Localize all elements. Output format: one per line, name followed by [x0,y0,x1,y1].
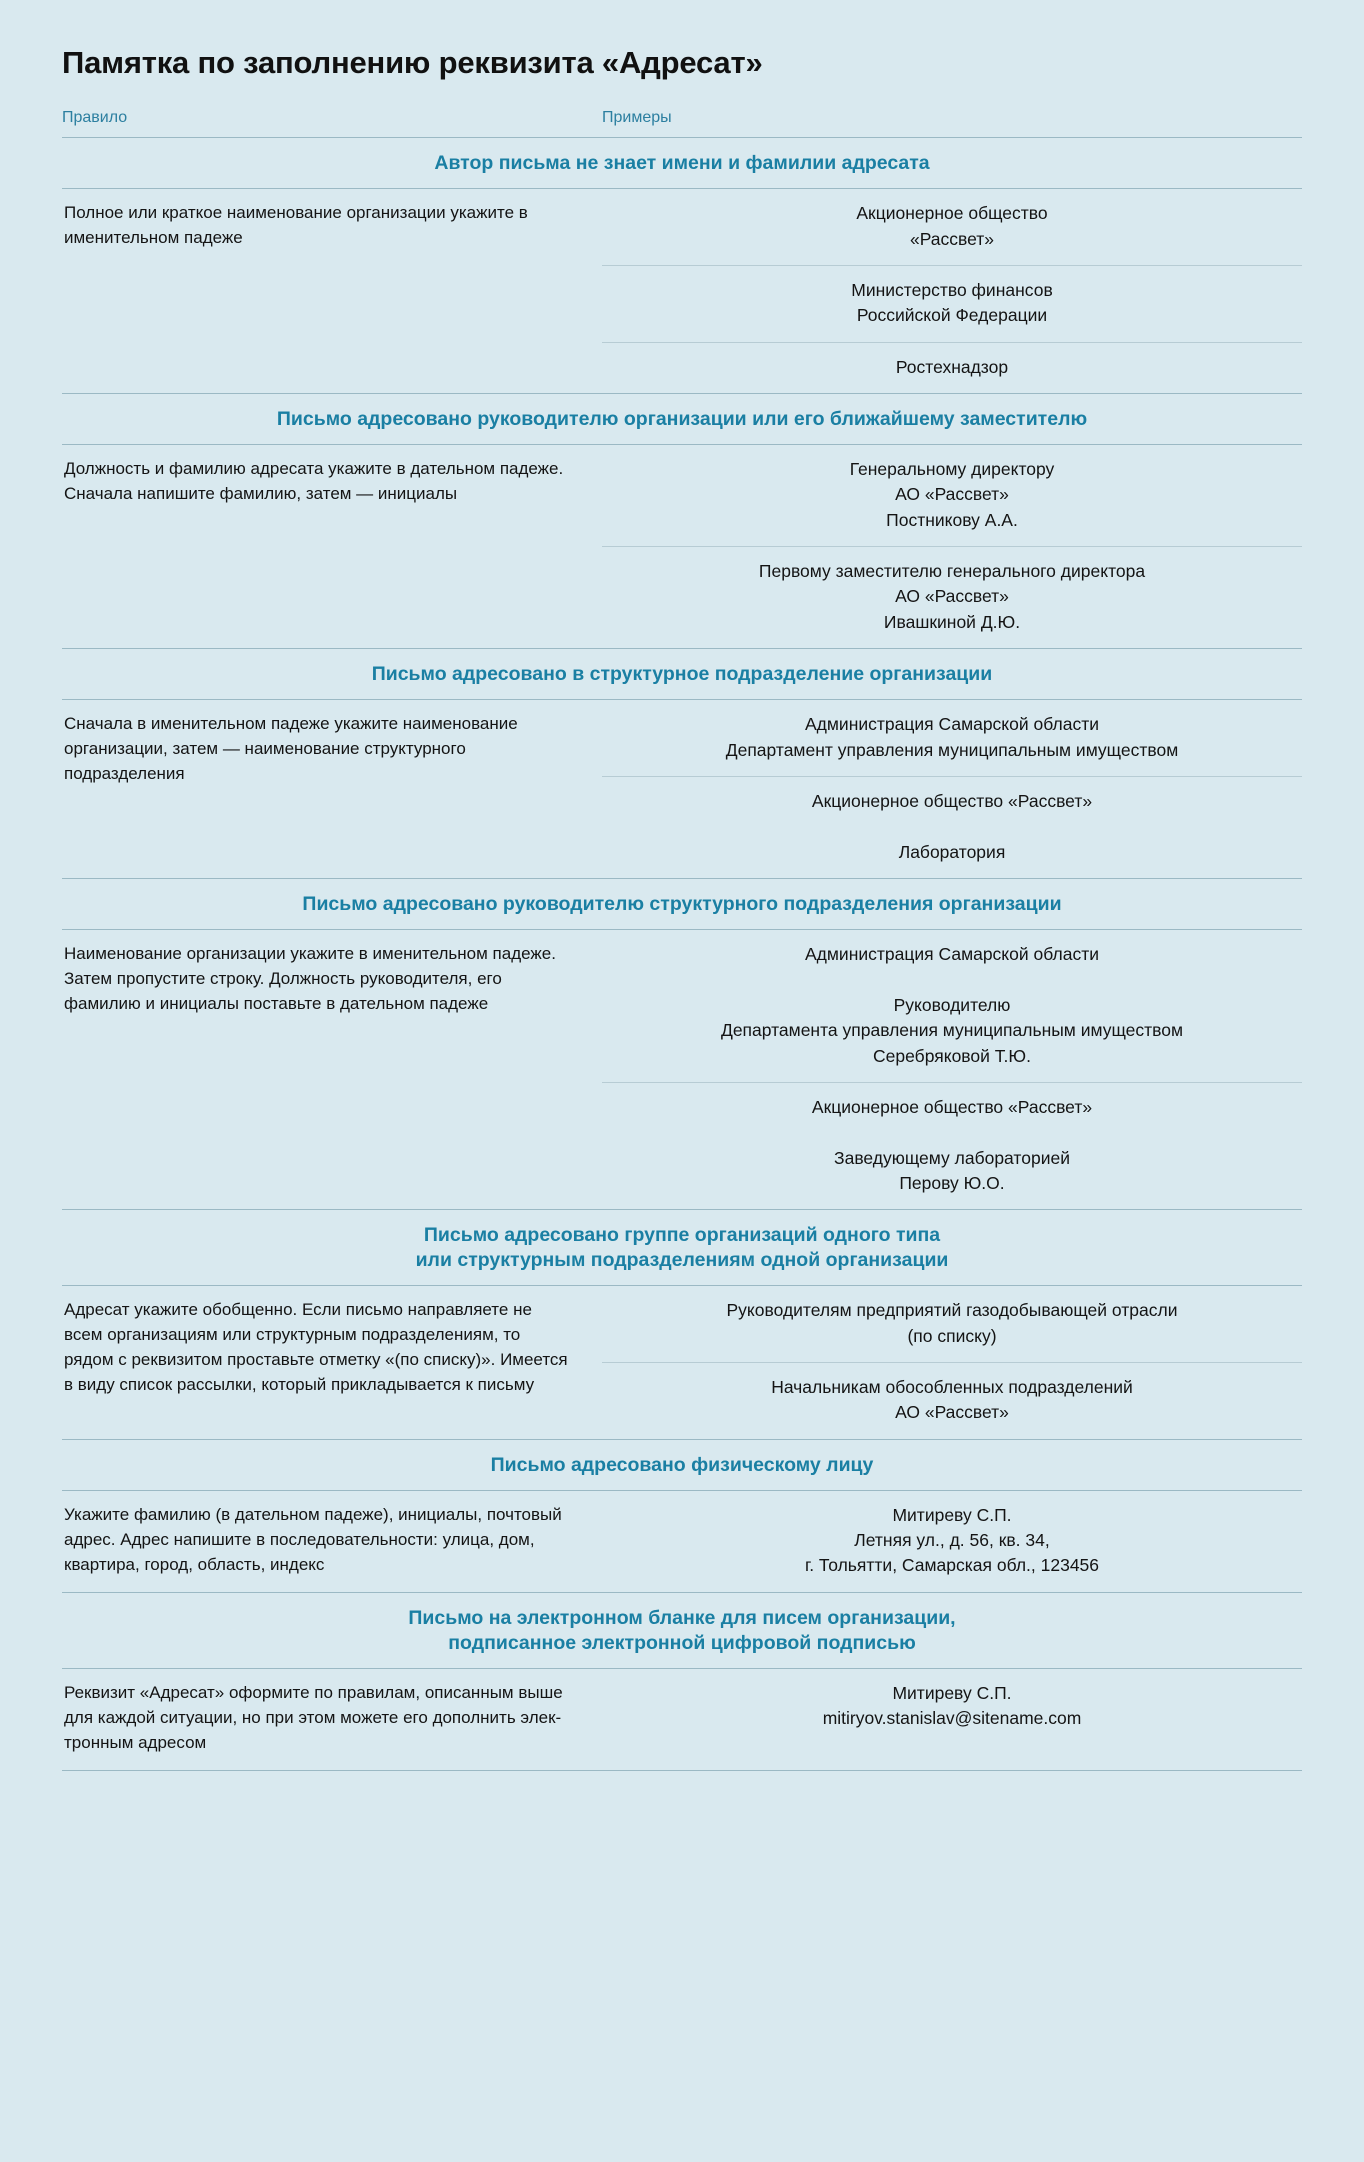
section-heading-line: или структурным подразделениям одной организации [415,1249,949,1272]
example-line: Министерство финансов [851,279,1053,300]
example-line: г. Тольятти, Самарская обл., 123456 [804,1555,1100,1576]
section-heading-line: Автор письма не знает имени и фамилии адресата [434,152,930,175]
table-row [62,1286,1302,1439]
rule-section [62,1209,1302,1438]
example-block [602,546,1302,648]
rule-text: Наименование организации укажите в именительном падеже. Затем пропустите строку. Должность руководителя, его фамилию и инициалы поставьте в дательном падеже [64,944,556,1013]
example-block [602,1362,1302,1439]
example-block [602,445,1302,546]
example-line: (по списку) [907,1325,997,1346]
example-line: Департамент управления муниципальным имуществом [725,739,1179,760]
example-line: Ростехнадзор [895,356,1009,377]
column-header-rule: Правило [62,109,128,127]
example-line: Акционерное общество «Рассвет» [811,1096,1093,1117]
example-line: Ивашкиной Д.Ю. [883,611,1021,632]
example-line: Руководителю [893,994,1011,1015]
example-block [602,342,1302,393]
section-heading [62,394,1302,444]
column-headers [62,109,1302,137]
examples-cell [602,1491,1302,1592]
rule-section [62,1592,1302,1770]
table-row [62,189,1302,393]
example-line: АО «Рассвет» [895,1402,1009,1423]
section-body [62,444,1302,648]
example-line: Первому заместителю генерального директора [758,561,1146,582]
section-heading [62,879,1302,929]
example-block [602,1491,1302,1592]
example-line: Постникову А.А. [886,509,1018,530]
page-title: Памятка по заполнению реквизита «Адресат» [62,45,763,80]
table-row [62,930,1302,1209]
rule-section [62,648,1302,878]
example-block [602,1669,1302,1745]
section-heading [62,649,1302,699]
rule-text: Адресат укажите обобщенно. Если письмо направляете не всем организациям или структурным подразделениям, то рядом с реквизитом проставьте отметку «(по списку)». Имеется в виду список рассылки, который прикладывается к письму [64,1300,568,1395]
section-heading-line: Письмо адресовано руководителю структурного подразделения организации [302,893,1062,916]
example-line [608,814,1296,839]
table-row [62,445,1302,648]
example-line [608,1120,1296,1145]
sections-container [62,137,1302,1770]
example-block [602,1082,1302,1210]
example-line: Руководителям предприятий газодобывающей отрасли [726,1300,1178,1321]
examples-cell [602,189,1302,393]
rule-section [62,137,1302,393]
example-block [602,776,1302,878]
examples-cell [602,930,1302,1209]
section-heading-line: Письмо адресовано руководителю организации или его ближайшему заместителю [276,408,1088,431]
section-body [62,1668,1302,1770]
rule-section [62,393,1302,648]
example-line: АО «Рассвет» [895,586,1009,607]
section-heading [62,138,1302,188]
example-line: mitiryov.stanislav@sitename.com [822,1708,1082,1729]
example-line: Лаборатория [898,841,1006,862]
example-line: Администрация Самарской области [805,714,1099,735]
rule-section [62,1439,1302,1592]
example-line: Летняя ул., д. 56, кв. 34, [854,1530,1050,1551]
section-heading [62,1440,1302,1490]
section-body [62,188,1302,393]
section-heading-line: Письмо адресовано группе организаций одного типа [423,1224,941,1247]
section-body [62,1285,1302,1439]
example-block [602,1286,1302,1362]
rule-section [62,878,1302,1209]
table-row [62,1669,1302,1770]
example-line: Администрация Самарской области [805,944,1099,964]
section-body [62,1490,1302,1592]
section-heading [62,1210,1302,1285]
example-line: Митиреву С.П. [892,1682,1012,1703]
example-line: Серебряковой Т.Ю. [873,1045,1031,1066]
column-header-examples: Примеры [602,109,672,127]
section-body [62,929,1302,1209]
example-line: АО «Рассвет» [895,484,1009,505]
example-line: «Рассвет» [909,228,995,249]
example-block [602,700,1302,776]
section-heading-line: Письмо на электронном бланке для писем организации, [408,1606,956,1629]
table-row [62,700,1302,878]
example-block [602,189,1302,265]
examples-cell [602,700,1302,878]
example-line: Российской Федерации [856,305,1048,326]
table-row [62,1491,1302,1592]
example-line: Генеральному директору [849,458,1055,479]
section-heading [62,1593,1302,1668]
examples-cell [602,445,1302,648]
example-line: Акционерное общество [856,203,1048,224]
rule-text: Укажите фамилию (в дательном падеже), инициалы, почтовый адрес. Адрес напишите в последовательности: улица, дом, квартира, город, область, индекс [64,1504,562,1574]
example-line: Митиреву С.П. [892,1504,1012,1525]
rule-text: Реквизит «Адресат» оформите по правилам, описанным выше для каждой ситуации, но при этом можете его дополнить электронным адресом [64,1682,563,1752]
example-line: Акционерное общество «Рассвет» [811,790,1093,811]
examples-cell [602,1669,1302,1770]
example-line: Департамента управления муниципальным имуществом [720,1020,1184,1041]
example-block [602,265,1302,342]
rule-text: Сначала в именительном падеже укажите наименование организации, затем — наименование структурного подразделения [64,714,518,784]
section-heading-line: Письмо адресовано в структурное подразделение организации [371,663,993,686]
example-line: Начальникам обособленных подразделений [771,1377,1133,1398]
rule-text: Должность и фамилию адресата укажите в дательном падеже. Сначала напишите фамилию, затем — инициалы [64,458,564,503]
rule-text: Полное или краткое наименование организации укажите в именительном падеже [64,203,528,248]
section-body [62,699,1302,878]
example-line: Перову Ю.О. [899,1173,1005,1193]
table-bottom-border [62,1770,1302,1771]
example-line: Заведующему лабораторией [834,1147,1070,1168]
section-heading-line: подписанное электронной цифровой подписью [448,1631,916,1654]
examples-cell [602,1286,1302,1439]
section-heading-line: Письмо адресовано физическому лицу [490,1453,874,1476]
example-block [602,930,1302,1082]
example-line [608,967,1296,992]
